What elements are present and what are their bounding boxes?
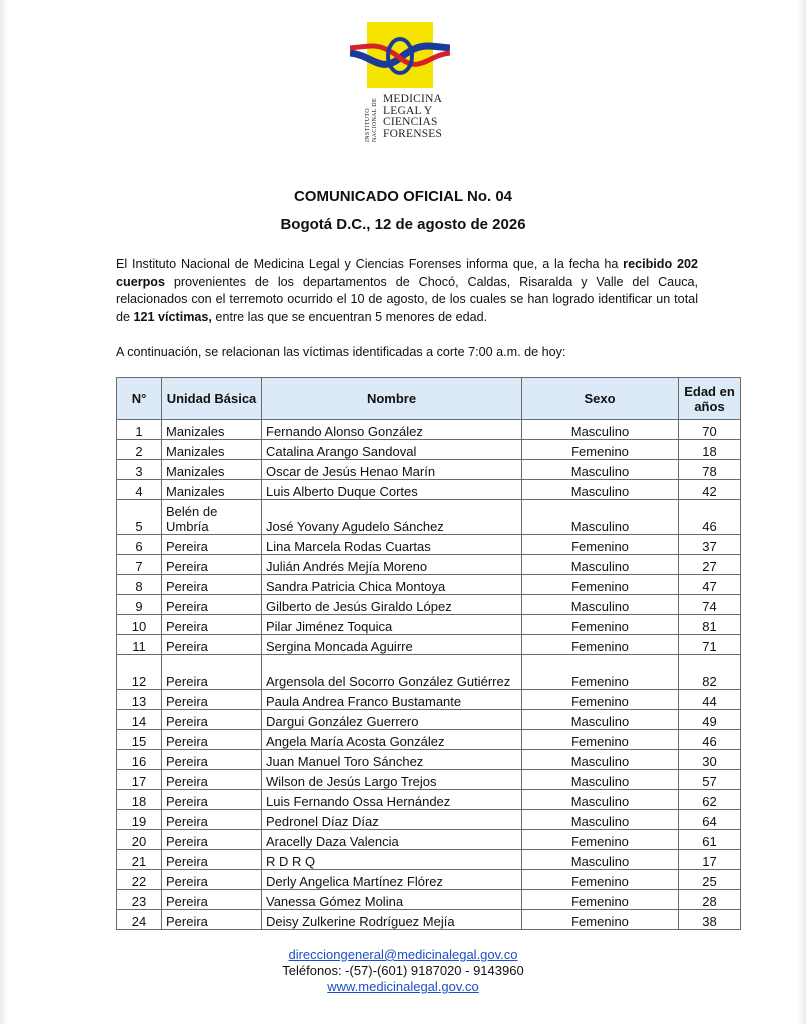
cell-edad: 38: [679, 910, 741, 930]
cell-nombre: Argensola del Socorro González Gutiérrez: [262, 655, 522, 690]
cell-sexo: Masculino: [522, 770, 679, 790]
cell-number: 9: [117, 595, 162, 615]
cell-unidad: Pereira: [162, 750, 262, 770]
list-intro-paragraph: A continuación, se relacionan las víctimas identificadas a corte 7:00 a.m. de hoy:: [116, 345, 566, 359]
table-row: [117, 830, 741, 850]
cell-edad: 70: [679, 420, 741, 440]
cell-sexo: Femenino: [522, 655, 679, 690]
table-row: [117, 690, 741, 710]
cell-number: 14: [117, 710, 162, 730]
cell-edad: 49: [679, 710, 741, 730]
cell-nombre: R D R Q: [262, 850, 522, 870]
cell-unidad: Belén de Umbría: [162, 500, 262, 535]
logo-small-text: INSTITUTO NACIONAL DE: [365, 98, 378, 142]
cell-edad: 28: [679, 890, 741, 910]
cell-edad: 61: [679, 830, 741, 850]
cell-number: 2: [117, 440, 162, 460]
cell-edad: 44: [679, 690, 741, 710]
table-row: [117, 770, 741, 790]
cell-unidad: Pereira: [162, 595, 262, 615]
page-edge-right: [798, 0, 806, 1024]
cell-nombre: Deisy Zulkerine Rodríguez Mejía: [262, 910, 522, 930]
intro-text-bodies: recibido 202 cuerpos: [116, 257, 698, 289]
cell-edad: 71: [679, 635, 741, 655]
cell-unidad: Pereira: [162, 555, 262, 575]
cell-unidad: Manizales: [162, 480, 262, 500]
logo-line-4: FORENSES: [383, 127, 443, 140]
cell-sexo: Masculino: [522, 460, 679, 480]
cell-unidad: Pereira: [162, 690, 262, 710]
table-row: [117, 710, 741, 730]
cell-unidad: Pereira: [162, 615, 262, 635]
logo-line-1: MEDICINA: [383, 93, 443, 105]
cell-unidad: Pereira: [162, 575, 262, 595]
page-edge-left: [0, 0, 8, 1024]
cell-sexo: Femenino: [522, 910, 679, 930]
table-row: [117, 555, 741, 575]
cell-sexo: Femenino: [522, 615, 679, 635]
table-row: [117, 750, 741, 770]
cell-number: 17: [117, 770, 162, 790]
cell-edad: 47: [679, 575, 741, 595]
cell-nombre: Oscar de Jesús Henao Marín: [262, 460, 522, 480]
cell-number: 7: [117, 555, 162, 575]
cell-number: 18: [117, 790, 162, 810]
cell-unidad: Pereira: [162, 910, 262, 930]
cell-unidad: Pereira: [162, 535, 262, 555]
cell-number: 23: [117, 890, 162, 910]
cell-sexo: Femenino: [522, 730, 679, 750]
cell-nombre: Sergina Moncada Aguirre: [262, 635, 522, 655]
cell-unidad: Pereira: [162, 655, 262, 690]
table-row: [117, 480, 741, 500]
footer-phones: Teléfonos: -(57)-(601) 9187020 - 9143960: [282, 963, 524, 978]
cell-unidad: Pereira: [162, 890, 262, 910]
header-number: N°: [117, 378, 162, 420]
cell-nombre: Luis Alberto Duque Cortes: [262, 480, 522, 500]
logo-line-2: LEGAL Y: [383, 104, 433, 117]
cell-unidad: Manizales: [162, 420, 262, 440]
cell-nombre: Wilson de Jesús Largo Trejos: [262, 770, 522, 790]
cell-nombre: Angela María Acosta González: [262, 730, 522, 750]
cell-sexo: Masculino: [522, 500, 679, 535]
table-row: [117, 910, 741, 930]
table-row: [117, 535, 741, 555]
cell-edad: 27: [679, 555, 741, 575]
cell-sexo: Femenino: [522, 575, 679, 595]
cell-sexo: Femenino: [522, 440, 679, 460]
table-row: [117, 500, 741, 535]
table-body: [117, 420, 741, 930]
cell-edad: 18: [679, 440, 741, 460]
table-row: [117, 655, 741, 690]
cell-sexo: Masculino: [522, 850, 679, 870]
cell-sexo: Femenino: [522, 690, 679, 710]
cell-edad: 42: [679, 480, 741, 500]
cell-nombre: Vanessa Gómez Molina: [262, 890, 522, 910]
logo-emblem-icon: [350, 22, 450, 92]
table-row: [117, 440, 741, 460]
cell-number: 6: [117, 535, 162, 555]
cell-number: 10: [117, 615, 162, 635]
cell-edad: 82: [679, 655, 741, 690]
cell-number: 12: [117, 655, 162, 690]
cell-edad: 74: [679, 595, 741, 615]
table-row: [117, 575, 741, 595]
cell-unidad: Pereira: [162, 770, 262, 790]
table-row: [117, 615, 741, 635]
cell-edad: 17: [679, 850, 741, 870]
cell-nombre: Derly Angelica Martínez Flórez: [262, 870, 522, 890]
cell-unidad: Pereira: [162, 635, 262, 655]
footer-website-link[interactable]: www.medicinalegal.gov.co: [327, 979, 479, 994]
table-row: [117, 790, 741, 810]
cell-unidad: Pereira: [162, 790, 262, 810]
cell-number: 5: [117, 500, 162, 535]
cell-unidad: Pereira: [162, 730, 262, 750]
cell-nombre: Gilberto de Jesús Giraldo López: [262, 595, 522, 615]
cell-number: 4: [117, 480, 162, 500]
footer-email-link[interactable]: direcciongeneral@medicinalegal.gov.co: [288, 947, 518, 962]
cell-sexo: Masculino: [522, 420, 679, 440]
table-row: [117, 635, 741, 655]
cell-nombre: Dargui González Guerrero: [262, 710, 522, 730]
cell-number: 16: [117, 750, 162, 770]
cell-sexo: Femenino: [522, 535, 679, 555]
cell-sexo: Femenino: [522, 830, 679, 850]
cell-sexo: Masculino: [522, 555, 679, 575]
cell-nombre: Fernando Alonso González: [262, 420, 522, 440]
cell-nombre: Catalina Arango Sandoval: [262, 440, 522, 460]
intro-text-e: entre las que se encuentran 5 menores de edad.: [211, 309, 488, 324]
logo-line-3: CIENCIAS: [383, 116, 438, 128]
cell-edad: 57: [679, 770, 741, 790]
cell-sexo: Femenino: [522, 635, 679, 655]
cell-sexo: Masculino: [522, 480, 679, 500]
document-place-date: Bogotá D.C., 12 de agosto de 2026: [280, 216, 526, 233]
logo-wordmark: [365, 94, 455, 144]
intro-text-c: provenientes de los departamentos de Chocó, Caldas, Risaralda y Valle del Cauca, relacionados con el terremoto ocurrido el 10 de agosto, de los cuales se han logrado identificar un total de: [116, 274, 698, 324]
cell-nombre: Aracelly Daza Valencia: [262, 830, 522, 850]
cell-nombre: Pilar Jiménez Toquica: [262, 615, 522, 635]
table-row: [117, 870, 741, 890]
table-row: [117, 460, 741, 480]
document-title: COMUNICADO OFICIAL No. 04: [293, 188, 513, 205]
cell-edad: 46: [679, 500, 741, 535]
cell-number: 15: [117, 730, 162, 750]
table-row: [117, 730, 741, 750]
cell-nombre: Pedronel Díaz Díaz: [262, 810, 522, 830]
cell-number: 19: [117, 810, 162, 830]
cell-nombre: Luis Fernando Ossa Hernández: [262, 790, 522, 810]
cell-sexo: Masculino: [522, 750, 679, 770]
cell-number: 24: [117, 910, 162, 930]
table-row: [117, 850, 741, 870]
cell-unidad: Pereira: [162, 830, 262, 850]
header-unidad: Unidad Básica: [162, 378, 262, 420]
cell-unidad: Pereira: [162, 810, 262, 830]
cell-edad: 46: [679, 730, 741, 750]
header-edad: Edad en años: [679, 378, 741, 420]
victims-table: [116, 377, 741, 930]
intro-text-a: El Instituto Nacional de Medicina Legal y Ciencias Forenses informa que, a la fecha ha: [116, 257, 624, 271]
cell-sexo: Femenino: [522, 890, 679, 910]
cell-number: 22: [117, 870, 162, 890]
logo-big-text: [383, 94, 442, 140]
table-header-row: [117, 378, 741, 420]
header-nombre: Nombre: [262, 378, 522, 420]
cell-sexo: Masculino: [522, 810, 679, 830]
cell-nombre: José Yovany Agudelo Sánchez: [262, 500, 522, 535]
header-sexo: Sexo: [522, 378, 679, 420]
cell-nombre: Lina Marcela Rodas Cuartas: [262, 535, 522, 555]
cell-sexo: Masculino: [522, 710, 679, 730]
cell-number: 20: [117, 830, 162, 850]
cell-number: 21: [117, 850, 162, 870]
cell-nombre: Paula Andrea Franco Bustamante: [262, 690, 522, 710]
cell-edad: 78: [679, 460, 741, 480]
cell-sexo: Masculino: [522, 790, 679, 810]
intro-paragraph: [116, 256, 698, 326]
cell-number: 11: [117, 635, 162, 655]
cell-edad: 25: [679, 870, 741, 890]
cell-edad: 37: [679, 535, 741, 555]
cell-sexo: Femenino: [522, 870, 679, 890]
cell-unidad: Pereira: [162, 850, 262, 870]
cell-sexo: Masculino: [522, 595, 679, 615]
table-row: [117, 595, 741, 615]
cell-number: 3: [117, 460, 162, 480]
institute-logo: [350, 22, 450, 144]
table-row: [117, 890, 741, 910]
cell-nombre: Sandra Patricia Chica Montoya: [262, 575, 522, 595]
cell-nombre: Juan Manuel Toro Sánchez: [262, 750, 522, 770]
cell-unidad: Pereira: [162, 710, 262, 730]
cell-nombre: Julián Andrés Mejía Moreno: [262, 555, 522, 575]
intro-text-victims: 121 víctimas,: [133, 309, 212, 324]
table-row: [117, 810, 741, 830]
cell-edad: 62: [679, 790, 741, 810]
cell-edad: 64: [679, 810, 741, 830]
cell-number: 1: [117, 420, 162, 440]
cell-edad: 81: [679, 615, 741, 635]
table-row: [117, 420, 741, 440]
cell-unidad: Manizales: [162, 440, 262, 460]
cell-edad: 30: [679, 750, 741, 770]
cell-unidad: Manizales: [162, 460, 262, 480]
cell-unidad: Pereira: [162, 870, 262, 890]
cell-number: 13: [117, 690, 162, 710]
cell-number: 8: [117, 575, 162, 595]
